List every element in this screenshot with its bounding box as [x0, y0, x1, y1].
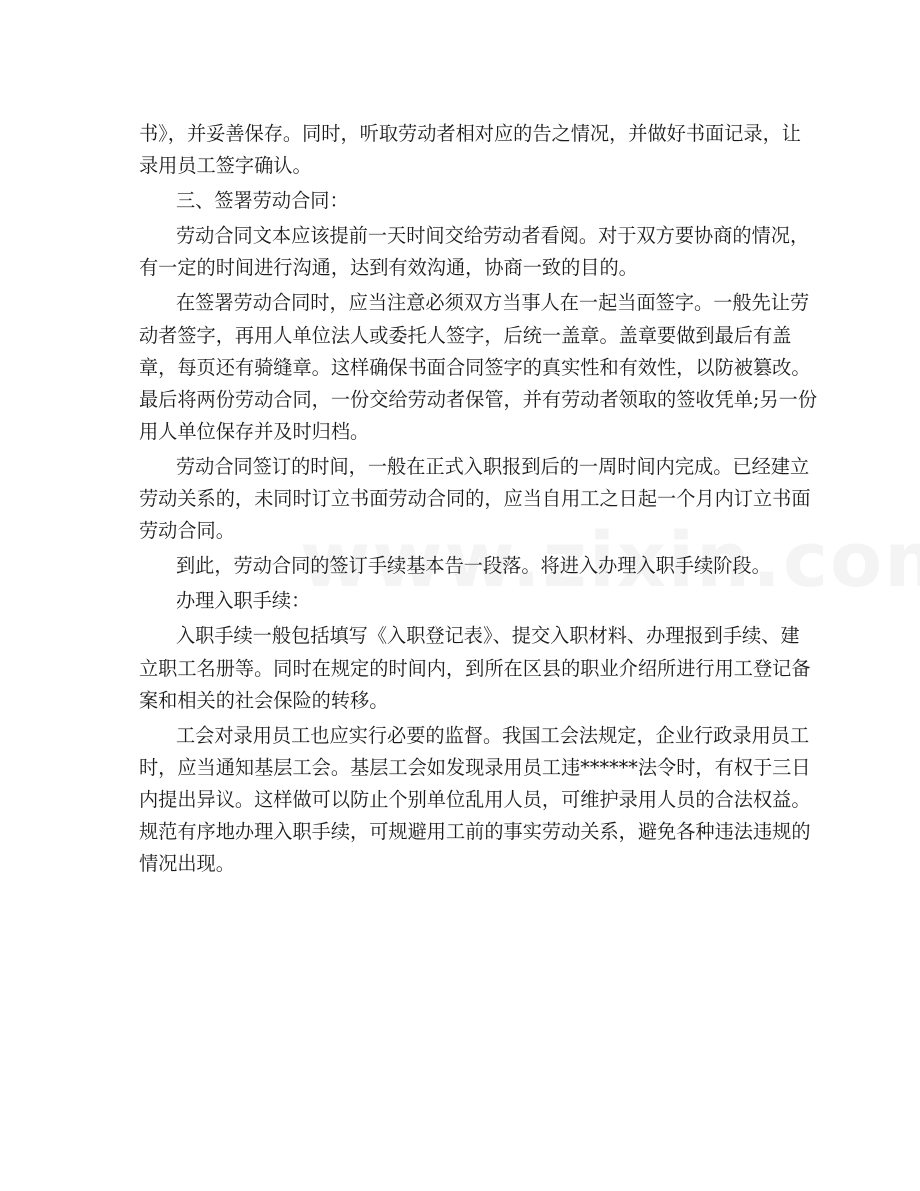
document-body: [139, 118, 818, 883]
text-line: 工会对录用员工也应实行必要的监督。我国工会法规定，企业行政录用员工: [176, 723, 810, 747]
text-line: 有一定的时间进行沟通，达到有效沟通，协商一致的目的。: [139, 256, 638, 280]
text-line: 书》，并妥善保存。同时，听取劳动者相对应的告之情况，并做好书面记录，让: [139, 122, 801, 145]
paragraph: [139, 620, 811, 716]
paragraph-gap: [139, 880, 781, 883]
text-line: 劳动合同文本应该提前一天时间交给劳动者看阅。对于双方要协商的情况，: [176, 224, 810, 248]
text-line: 三、签署劳动合同：: [176, 189, 349, 213]
text-line: 办理入职手续：: [176, 589, 311, 613]
text-line: 动者签字，再用人单位法人或委托人签字，后统一盖章。盖章要做到最后有盖: [139, 323, 792, 347]
paragraph: [139, 550, 781, 582]
text-line: 章，每页还有骑缝章。这样确保书面合同签字的真实性和有效性，以防被篡改。: [139, 355, 811, 379]
text-line: 最后将两份劳动合同，一份交给劳动者保管，并有劳动者领取的签收凭单;另一份: [139, 387, 818, 411]
text-line: 规范有序地办理入职手续，可规避用工前的事实劳动关系，避免各种违法违规的: [139, 819, 811, 843]
text-line: 劳动关系的，未同时订立书面劳动合同的，应当自用工之日起一个月内订立书面: [139, 487, 811, 511]
text-line: 在签署劳动合同时，应当注意必须双方当事人在一起当面签字。一般先让劳: [176, 291, 810, 315]
text-line: 录用员工签字确认。: [139, 154, 312, 178]
paragraph: [139, 451, 811, 547]
text-line: 内提出异议。这样做可以防止个别单位乱用人员，可维护录用人员的合法权益。: [139, 787, 811, 811]
text-line: 入职手续一般包括填写《入职登记表》、提交入职材料、办理报到手续、建: [176, 624, 800, 648]
text-line: 用人单位保存并及时归档。: [139, 419, 370, 443]
text-line: 情况出现。: [139, 852, 235, 876]
paragraph: [139, 220, 810, 284]
paragraph: [139, 185, 781, 217]
text-line: 劳动合同。: [139, 519, 235, 543]
text-line: 立职工名册等。同时在规定的时间内，到所在区县的职业介绍所进行用工登记备: [139, 656, 811, 680]
paragraph: [139, 118, 801, 182]
paragraph: [139, 585, 781, 617]
paragraph: [139, 720, 811, 880]
text-line: 案和相关的社会保险的转移。: [139, 688, 389, 712]
text-line: 劳动合同签订的时间，一般在正式入职报到后的一周时间内完成。已经建立: [176, 454, 810, 478]
paragraph: [139, 287, 818, 447]
text-line: 到此，劳动合同的签订手续基本告一段落。将进入办理入职手续阶段。: [176, 554, 771, 578]
text-line: 时，应当通知基层工会。基层工会如发现录用员工违******法令时，有权于三日: [139, 755, 811, 779]
